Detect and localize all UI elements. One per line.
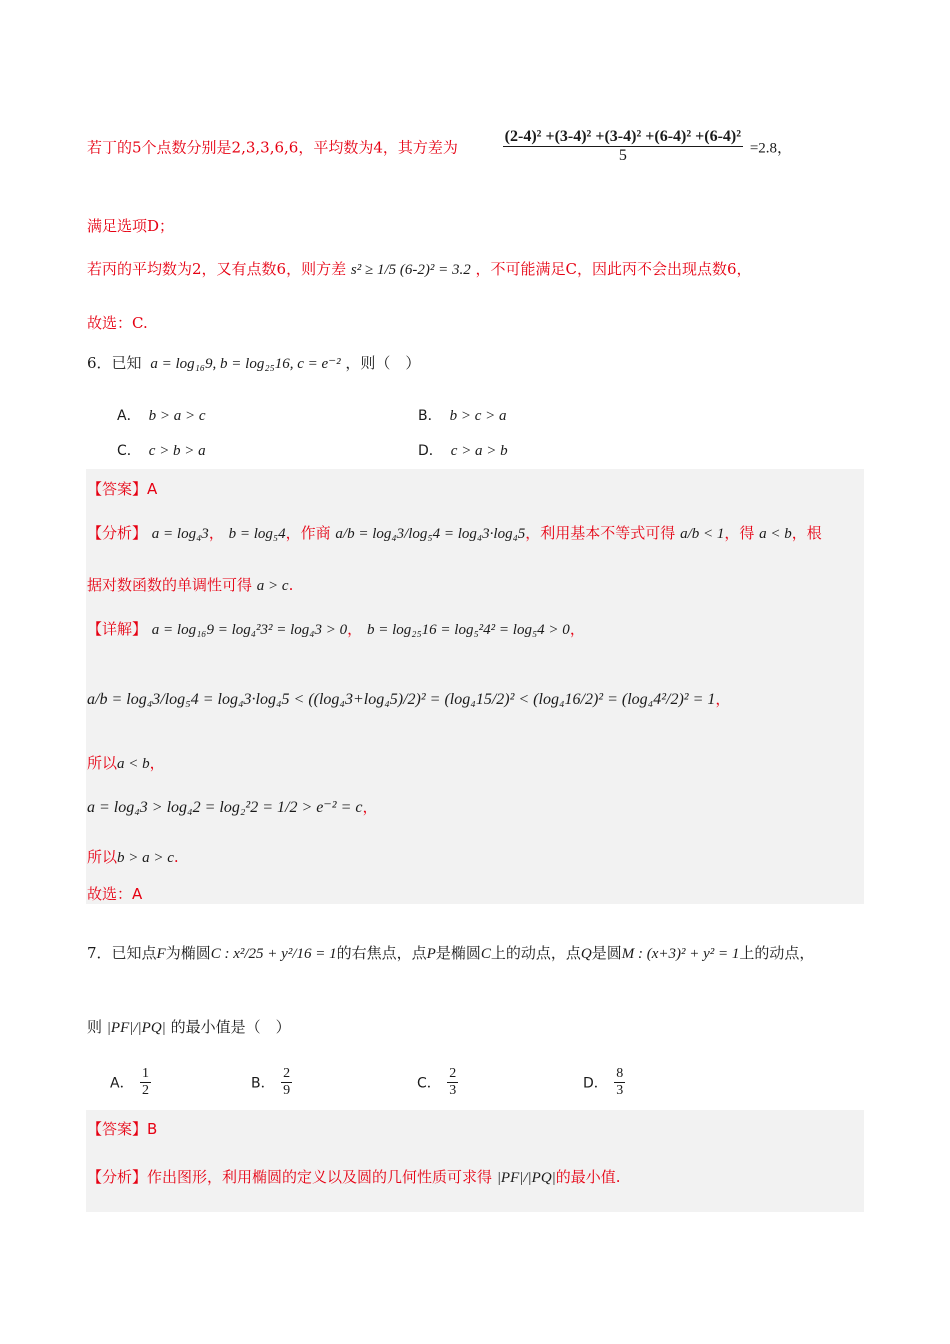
q6-detail-so1-a: 所以 [87,754,118,772]
q6-answer: 【答案】A [87,480,158,498]
q6-detail-chain: a/b = log₄3/log₅4 = log₄3·log₄5 < ((log₄3+log₄5)/2)² = (log₄15/2)² < (log₄16/2)² = (log₄4²/2)² = 1 [87,691,716,708]
q6-analysis-line2-b: . [288,576,294,594]
q5-solution-final: 故选：C. [87,314,148,332]
q7-stem-d: 是椭圆 [435,944,481,962]
q6-analysis-g: a/b < 1 [680,526,725,542]
q6-analysis-line2 [87,574,293,595]
q6-stem-suffix: ，则（ ） [345,354,421,372]
q6-option-c-text: c > b > a [148,443,206,459]
q6-detail-b-value: b = log₂₅16 = log₅²4² = log₅4 > 0 [366,622,570,638]
q6-detail-a-sep: ， [347,620,363,638]
q6-option-c[interactable] [117,440,206,460]
q7-option-a-fraction [140,1066,151,1099]
q7-option-a-label: A． [110,1075,134,1092]
q6-detail-chain-end: ， [715,690,731,708]
q6-detail-so2-b: . [173,848,179,866]
q7-stem-line2 [87,1016,291,1037]
q6-detail-ac-end: ， [362,798,378,816]
q7-stem-g: 上的动点， [739,944,815,962]
q6-analysis-tag: 【分析】 [87,524,148,542]
q5-variance-result: =2.8， [749,140,793,157]
q7-stem-e: 上的动点，点 [490,944,581,962]
q6-analysis-b: ， [208,524,224,542]
q6-detail-ac-line [87,796,378,817]
q6-analysis-h: ，得 [724,524,755,542]
q7-circle-equation: M : (x+3)² + y² = 1 [621,946,740,962]
q7-analysis-tag: 【分析】 [87,1168,148,1186]
q6-option-d-text: c > a > b [450,443,508,459]
q5-variance-fraction [503,128,743,166]
q7-stem-C: C [480,946,491,962]
q7-analysis-b: 的最小值. [555,1168,621,1186]
q6-final-answer: 故选：A [87,885,143,903]
q7-option-a-num: 1 [140,1066,151,1083]
q6-detail-ac: a = log₄3 > log₄2 = log₂²2 = 1/2 > e⁻² = c [87,799,363,816]
q7-stem-F: F [156,946,166,962]
q6-detail-so1 [87,752,165,773]
q5-variance-numerator: (2-4)² +(3-4)² +(3-4)² +(6-4)² +(6-4)² [503,128,743,147]
q7-option-a[interactable] [110,1066,153,1099]
q7-line2-a: 则 [87,1018,103,1036]
q6-detail-line1 [87,618,585,639]
q5-solution-line2: 满足选项D； [87,217,175,235]
q7-option-d-num: 8 [614,1066,625,1083]
q7-option-c-num: 2 [447,1066,458,1083]
q5-line1-text: 若丁的5个点数分别是2,3,3,6,6，平均数为4，其方差为 [87,138,458,157]
q7-stem-c: 的右焦点，点 [336,944,427,962]
q6-analysis-line1 [87,522,822,543]
q6-detail-so2 [87,846,179,867]
q6-option-d[interactable] [418,440,508,460]
q7-analysis-ratio: |PF|/|PQ| [496,1170,556,1186]
q7-option-c-fraction [447,1066,458,1099]
q6-analysis-j: ，根 [791,524,822,542]
q7-option-b-num: 2 [281,1066,292,1083]
q6-detail-tag: 【详解】 [87,620,148,638]
q7-option-b-fraction [281,1066,292,1099]
q6-detail-so2-a: 所以 [87,848,118,866]
q6-option-a[interactable] [117,405,205,425]
q6-detail-chain-line [87,688,730,709]
q7-solution-box [86,1110,864,1212]
q7-analysis [87,1166,621,1187]
q6-stem-prefix: 6．已知 [87,354,142,372]
q7-option-d[interactable] [583,1066,627,1099]
q7-analysis-a: 作出图形，利用椭圆的定义以及圆的几何性质可求得 [147,1168,493,1186]
q5-line3-math: s² ≥ 1/5 (6-2)² = 3.2 [350,262,471,278]
q6-analysis-line2-math: a > c [256,578,289,594]
q5-solution-line1 [87,128,792,166]
q7-stem-line1 [87,942,814,963]
q5-variance-denominator: 5 [618,147,627,165]
q6-analysis-line2-a: 据对数函数的单调性可得 [87,576,253,594]
q6-option-b-label: B． [418,408,442,424]
q7-line2-b: 的最小值是（ ） [170,1018,291,1036]
q7-stem-f: 是圆 [591,944,622,962]
q6-detail-a-value: a = log₁₆9 = log₄²3² = log₄3 > 0 [151,622,348,638]
q6-analysis-d: ，作商 [285,524,331,542]
q7-option-d-label: D． [583,1075,608,1092]
q7-option-a-den: 2 [142,1083,150,1099]
q7-stem-b: 为椭圆 [165,944,211,962]
q6-analysis-f: ，利用基本不等式可得 [525,524,676,542]
q6-option-b[interactable] [418,405,507,425]
q7-option-b-den: 9 [283,1083,291,1099]
q6-option-d-label: D． [418,443,443,459]
q6-analysis-e: a/b = log₄3/log₅4 = log₄3·log₄5 [335,526,526,542]
q6-detail-so2-math: b > a > c [117,850,174,866]
q7-option-b[interactable] [251,1066,294,1099]
q7-option-d-den: 3 [616,1083,624,1099]
q5-line3-text-b: ，不可能满足C，因此丙不会出现点数6， [475,260,752,278]
q6-analysis-i: a < b [759,526,792,542]
q6-detail-so1-math: a < b [117,756,150,772]
q6-analysis-a: a = log₄3 [151,526,209,542]
q6-option-a-text: b > a > c [148,408,206,424]
q7-option-d-fraction [614,1066,625,1099]
q6-detail-so1-b: ， [149,754,165,772]
q6-stem [87,352,420,373]
q7-stem-a: 7．已知点 [87,944,157,962]
q6-stem-math: a = log₁₆9, b = log₂₅16, c = e⁻² [150,356,341,372]
q5-solution-line3 [87,258,752,279]
q7-ratio: |PF|/|PQ| [106,1020,166,1036]
q7-ellipse-equation: C : x²/25 + y²/16 = 1 [210,946,337,962]
q6-detail-b-sep: ， [569,620,585,638]
q7-stem-P: P [426,946,436,962]
q7-stem-Q: Q [580,946,592,962]
q6-analysis-c: b = log₅4 [228,526,286,542]
q6-option-a-label: A． [117,408,141,424]
q7-option-c-label: C． [417,1075,441,1092]
q7-option-b-label: B． [251,1075,275,1092]
q7-answer: 【答案】B [87,1120,158,1138]
q6-option-c-label: C． [117,443,141,459]
q7-option-c-den: 3 [449,1083,457,1099]
q7-option-c[interactable] [417,1066,460,1099]
q6-option-b-text: b > c > a [449,408,507,424]
q5-line3-text-a: 若丙的平均数为2，又有点数6，则方差 [87,260,347,278]
